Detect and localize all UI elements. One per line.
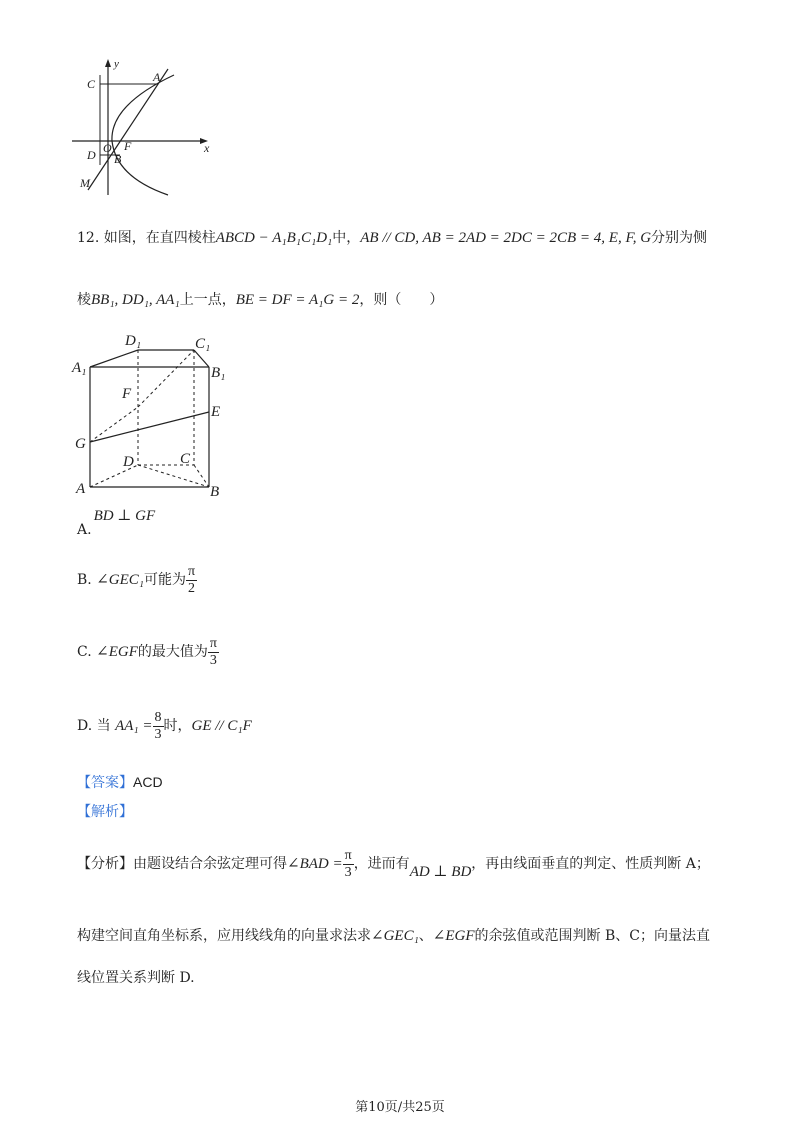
label-f: F xyxy=(124,139,132,153)
segment-gf-hidden xyxy=(90,407,138,442)
option-c: C. ∠EGF的最大值为 $\frac{\pi}{3}$ xyxy=(77,635,217,668)
label-g: G xyxy=(75,436,86,452)
option-b-math: ∠GEC₁ xyxy=(96,572,144,588)
label-c: C xyxy=(87,77,96,91)
option-a-math: BD ⊥ GF xyxy=(93,508,156,524)
option-b-fraction: $\frac{\pi}{2}$ xyxy=(188,563,196,596)
option-b: B. ∠GEC₁可能为 $\frac{\pi}{2}$ xyxy=(77,563,196,596)
fenxi-ad-perp-bd: AD ⊥ BD xyxy=(409,864,472,880)
answer-tag: 【答案】 xyxy=(77,775,133,791)
label-y: y xyxy=(114,58,119,70)
label-a: A xyxy=(153,70,161,84)
option-d-fraction: $\frac{8}{3}$ xyxy=(154,709,162,742)
prism-figure xyxy=(70,330,240,500)
edge-cb-hidden xyxy=(194,465,209,487)
fenxi-angle-bad: ∠BAD = xyxy=(287,856,343,872)
segment-ge xyxy=(90,412,209,442)
segment-fc1-hidden xyxy=(138,350,194,407)
fenxi-line-2: 构建空间直角坐标系，应用线线角的向量求法求∠GEC₁、∠EGF的余弦值或范围判断 B、C；向量法直 xyxy=(77,928,710,944)
option-c-math: ∠EGF xyxy=(96,644,138,660)
option-c-fraction: $\frac{\pi}{3}$ xyxy=(209,635,217,668)
question-12-line-2: 棱BB₁, DD₁, AA₁上一点，BE = DF = A₁G = 2，则（ ） xyxy=(77,292,444,308)
edge-a1d1 xyxy=(90,350,138,367)
prism-name: ABCD − A₁B₁C₁D₁ xyxy=(215,230,333,246)
length-conditions: BE = DF = A₁G = 2 xyxy=(235,292,360,308)
label-d: D xyxy=(87,148,96,162)
label-d: D xyxy=(123,454,134,470)
page-number: 第10页/共25页 xyxy=(355,1100,445,1115)
label-f: F xyxy=(122,386,132,402)
label-b1: B₁ xyxy=(211,365,226,381)
option-d-math: AA₁ = xyxy=(115,718,153,734)
answer-line xyxy=(77,772,163,793)
y-axis-arrow xyxy=(105,59,111,67)
fenxi-line-3: 线位置关系判断 D. xyxy=(77,970,195,986)
fenxi-line-1: 【分析】由题设结合余弦定理可得∠BAD = $\frac{\pi}{3}$ ，进而有AD ⊥ BD，再由线面垂直的判定、性质判断 A； xyxy=(77,847,710,880)
fenxi-angle-egf: ∠EGF xyxy=(432,928,475,944)
answer-value: ACD xyxy=(133,774,163,790)
label-c1: C₁ xyxy=(195,336,211,352)
label-a1: A₁ xyxy=(72,360,87,376)
parabola-curve xyxy=(112,75,174,195)
label-d1: D₁ xyxy=(125,333,142,349)
edge-c1b1 xyxy=(194,350,209,367)
coordinate-figure xyxy=(70,55,220,205)
fenxi-tag: 【分析】 xyxy=(77,856,133,872)
edge-names: BB₁, DD₁, AA₁ xyxy=(91,292,180,308)
label-a: A xyxy=(76,481,86,497)
analysis-tag: 【解析】 xyxy=(77,804,133,820)
edge-db-hidden xyxy=(138,465,209,487)
label-e: E xyxy=(211,404,221,420)
fenxi-fraction: $\frac{\pi}{3}$ xyxy=(344,847,352,880)
label-b: B xyxy=(114,152,122,166)
label-m: M xyxy=(80,176,90,190)
option-d: D. 当 AA₁ = $\frac{8}{3}$ 时，GE // C₁F xyxy=(77,709,252,742)
question-12-line-1: 12. 如图，在直四棱柱ABCD − A₁B₁C₁D₁中，AB // CD, AB = 2AD = 2DC = 2CB = 4, E, F, G分别为侧 xyxy=(77,230,708,246)
given-conditions: AB // CD, AB = 2AD = 2DC = 2CB = 4, E, F, G xyxy=(360,230,652,246)
analysis-line xyxy=(77,802,133,822)
option-a: A.BD ⊥ GF xyxy=(77,508,156,538)
label-c: C xyxy=(180,451,191,467)
page-footer xyxy=(0,1098,800,1118)
label-b: B xyxy=(210,484,220,500)
label-o: O xyxy=(103,141,112,155)
fenxi-angle-gec1: ∠GEC₁ xyxy=(371,928,419,944)
label-x: x xyxy=(204,141,210,155)
option-d-math-2: GE // C₁F xyxy=(191,718,252,734)
